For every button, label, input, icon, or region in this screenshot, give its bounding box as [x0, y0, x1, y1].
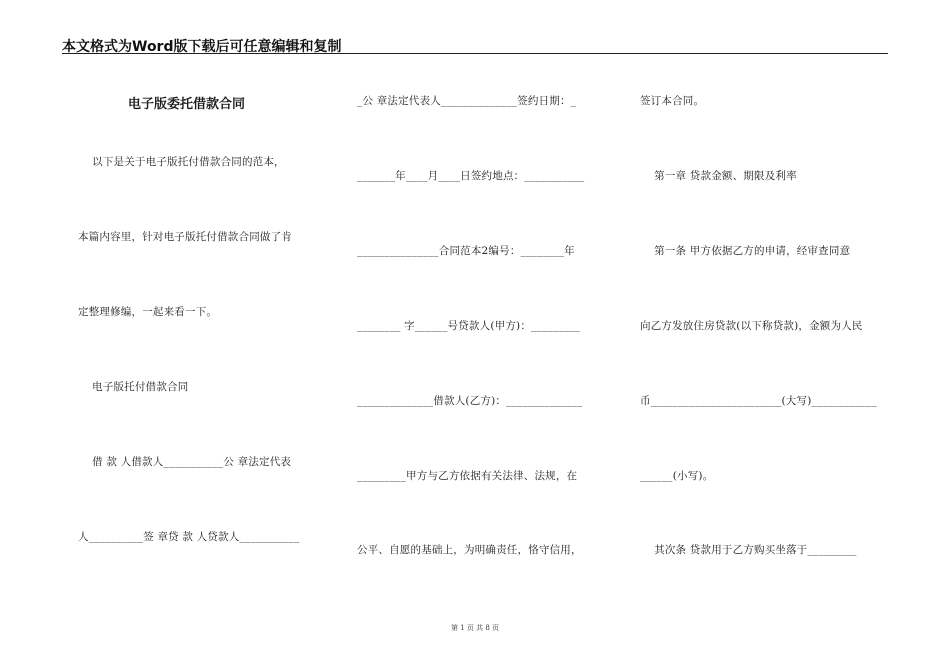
col3-line-4: 向乙方发放住房贷款(以下称贷款)，金额为人民	[640, 320, 863, 332]
col3-line-3: 第一条 甲方依据乙方的申请，经审查同意	[640, 245, 851, 257]
page-number: 第 1 页 共 8 页	[450, 624, 500, 632]
col2-line-1: _公 章法定代表人______________签约日期：_	[357, 95, 577, 107]
col2-line-3: _______________合同范本2编号：________年	[357, 245, 575, 257]
col1-line-1: 以下是关于电子版托付借款合同的范本，	[78, 156, 285, 168]
col2-line-4: ________ 字______号贷款人(甲方)：_________	[357, 320, 581, 332]
col2-line-5: ______________借款人(乙方)：______________	[357, 395, 583, 407]
col2-line-6: _________甲方与乙方依据有关法律、法规，在	[357, 470, 578, 482]
header-divider	[62, 53, 888, 54]
col3-line-7: 其次条 贷款用于乙方购买坐落于_________	[640, 544, 857, 556]
col1-line-5: 借 款 人借款人___________公 章法定代表	[78, 456, 292, 468]
col3-line-6: ______(小写)。	[640, 470, 714, 482]
document-header-title: 本文格式为Word版下载后可任意编辑和复制	[62, 39, 342, 55]
col1-line-4: 电子版托付借款合同	[78, 381, 189, 393]
document-title: 电子版委托借款合同	[128, 97, 246, 112]
col3-line-1: 签订本合同。	[640, 95, 705, 107]
col1-line-2: 本篇内容里，针对电子版托付借款合同做了肯	[78, 231, 292, 243]
col2-line-7: 公平、自愿的基础上，为明确责任，恪守信用，	[357, 544, 582, 556]
col2-line-2: _______年____月____日签约地点：___________	[357, 170, 585, 182]
col1-line-6: 人__________签 章贷 款 人贷款人___________	[78, 531, 300, 543]
col1-line-3: 定整理修编，一起来看一下。	[78, 306, 218, 318]
col3-line-2: 第一章 贷款金额、期限及利率	[640, 170, 797, 182]
col3-line-5: 币________________________(大写)____________	[640, 395, 877, 407]
